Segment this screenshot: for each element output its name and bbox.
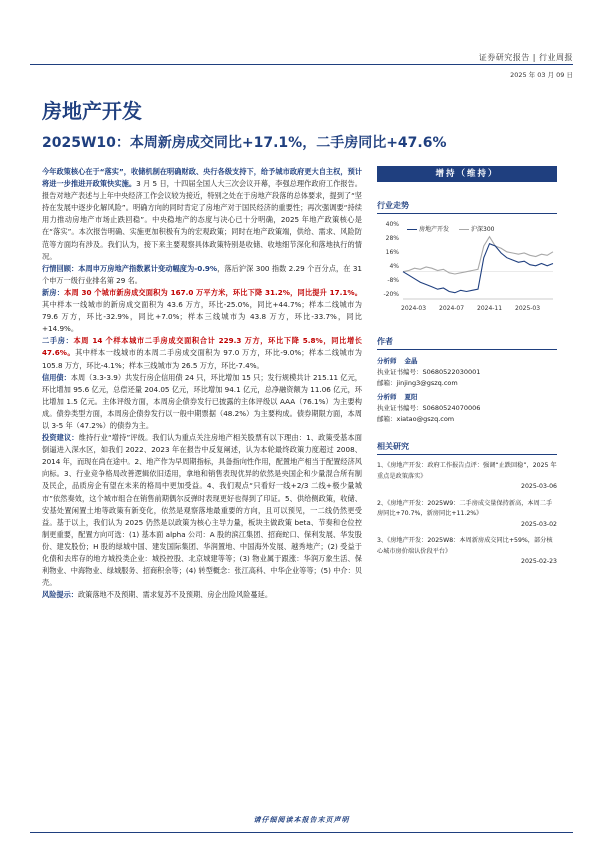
market-review-paragraph bbox=[42, 263, 362, 287]
summary-text: 3 月 5 日，十四届全国人大三次会议开幕，李强总理作政府工作报告。报告对地产表述与上年中央经济工作会议较为接近，特别之处在于房地产段落的总体要求，提到了“坚持在发展中逐步化解风险”。明确方向的同时肯定了房地产对于国民经济的重要性；再次强调要“持续用力推动房地产市场止跌回稳”。中央稳地产的态度与决心已十分明确，2025 年地产政策核心是在“落实”。本次报告明确、实施更加积极有为的宏观政策；同时在地产政策端，供给、需求、风险防范等方面均有涉及。我们认为，接下来主要观察具体政策特别是收储、收地细节深化和落地执行的情况。 bbox=[42, 179, 362, 261]
y-tick-label: 4% bbox=[389, 263, 399, 270]
rating-badge: 增持（维持） bbox=[377, 166, 557, 182]
y-tick-label: -20% bbox=[383, 291, 399, 298]
legend-label-realestate: 房地产开发 bbox=[419, 226, 450, 233]
risk-text: 政策落地不及预期、需求复苏不及预期、房企出险风险蔓延。 bbox=[77, 590, 273, 600]
investment-advice-label: 投资建议： bbox=[42, 433, 79, 443]
credit-bond-paragraph bbox=[42, 372, 362, 432]
related-date: 2025-02-23 bbox=[521, 558, 557, 565]
credit-bond-label: 信用债： bbox=[42, 372, 71, 382]
risk-label: 风险提示： bbox=[42, 590, 78, 600]
legend-label-csi300: 沪深300 bbox=[471, 226, 495, 233]
x-tick-label: 2024-11 bbox=[477, 305, 503, 312]
author-email[interactable]: xiatao@gszq.com bbox=[396, 415, 455, 423]
related-title[interactable]: 2、《房地产开发：2025W9：二手房成交量保持新高，本周二手房同比+70.7%，新房同比+11.2%》 bbox=[377, 499, 553, 517]
new-home-paragraph bbox=[42, 287, 362, 335]
author-email-row bbox=[377, 414, 557, 425]
report-title: 2025W10：本周新房成交同比+17.1%，二手房同比+47.6% bbox=[42, 135, 447, 151]
y-tick-label: 16% bbox=[385, 249, 399, 256]
related-item[interactable] bbox=[377, 536, 557, 568]
cert-number: S0680524070006 bbox=[422, 404, 481, 412]
trend-heading: 行业走势 bbox=[377, 200, 557, 214]
author-name: 金晶 bbox=[404, 357, 418, 365]
x-tick-label: 2025-03 bbox=[515, 305, 541, 312]
cert-label: 执业证书编号： bbox=[377, 404, 423, 412]
author-email[interactable]: jinjing3@gszq.com bbox=[396, 379, 458, 387]
author-role: 分析师 bbox=[377, 357, 397, 365]
second-hand-label: 二手房： bbox=[42, 336, 74, 346]
second-hand-lead: 本周 14 个样本城市二手房成交面积合计 229.3 万方，环比下降 5.8%，同比增长 47.6%。 bbox=[42, 336, 362, 358]
report-type: 证券研究报告 | 行业周报 bbox=[478, 53, 573, 62]
y-tick-label: 40% bbox=[385, 221, 399, 228]
market-review-label: 行情回顾： bbox=[42, 263, 79, 273]
author-name-row bbox=[377, 356, 557, 367]
related-title[interactable]: 1、《房地产开发：政府工作报告点评：强调“止跌回稳”，2025 年重点是政策落实》 bbox=[377, 462, 557, 480]
second-hand-text: 其中样本一线城市的本周二手房成交面积为 97.0 万方，环比-9.0%；样本二线城市为 105.8 万方，环比-4.1%；样本三线城市为 26.5 万方，环比-7.4%。 bbox=[42, 348, 362, 370]
cert-label: 执业证书编号： bbox=[377, 368, 423, 376]
chart-plot-area bbox=[377, 218, 557, 314]
author-email-row bbox=[377, 378, 557, 389]
footer-disclaimer: 请仔细阅读本报告末页声明 bbox=[253, 816, 350, 824]
y-tick-label: -8% bbox=[387, 277, 399, 284]
footer-divider bbox=[30, 832, 573, 833]
author-block bbox=[377, 356, 557, 389]
investment-advice-paragraph bbox=[42, 432, 362, 589]
authors-heading: 作者 bbox=[377, 336, 557, 350]
page-footer bbox=[30, 816, 573, 833]
author-cert-row bbox=[377, 367, 557, 378]
author-name-row bbox=[377, 392, 557, 403]
related-date: 2025-03-02 bbox=[521, 520, 557, 528]
x-tick-label: 2024-03 bbox=[401, 305, 427, 312]
email-label: 邮箱： bbox=[377, 379, 397, 387]
y-tick-label: 28% bbox=[385, 235, 399, 242]
industry-title: 房地产开发 bbox=[42, 99, 142, 123]
header-divider bbox=[30, 64, 573, 65]
cert-number: S0680522030001 bbox=[422, 368, 481, 376]
risk-paragraph bbox=[42, 589, 362, 601]
report-header bbox=[479, 52, 573, 79]
author-cert-row bbox=[377, 403, 557, 414]
second-hand-paragraph bbox=[42, 335, 362, 371]
report-date: 2025 年 03 月 09 日 bbox=[510, 71, 573, 79]
author-role: 分析师 bbox=[377, 393, 397, 401]
author-block bbox=[377, 392, 557, 425]
related-heading: 相关研究 bbox=[377, 441, 557, 455]
summary-paragraph bbox=[42, 166, 362, 263]
author-name: 夏阳 bbox=[404, 393, 418, 401]
x-tick-label: 2024-07 bbox=[439, 305, 465, 312]
market-review-text: ，落后沪深 300 指数 2.29 个百分点，在 31 个申万一级行业排名第 29 名。 bbox=[42, 263, 362, 285]
credit-bond-text: 本周（3.3-3.9）共发行房企信用债 24 只，环比增加 15 只；发行规模共计 215.11 亿元，环比增加 95.6 亿元，总偿还量 204.05 亿元，环比增加 94.1 亿元，总净融资额为 11.06 亿元，环比增加 1.5 亿元。主体评级方面，本周房企债券发行已披露的主体评级以 AAA（76.1%）为主要构成。债券类型方面，本周房企债券发行以一般中期票据（48.2%）为主要构成。债券期限方面，本周以 3-5 年（47.2%）的债券为主。 bbox=[42, 372, 362, 430]
summary-lead: 今年政策核心在于“落实”，收储机制在明确财政、央行各级支持下，给予城市政府更大自主权，预计将进一步推进开政策快实施。 bbox=[42, 167, 362, 189]
related-date: 2025-03-06 bbox=[521, 483, 557, 490]
new-home-label: 新房： bbox=[42, 287, 65, 297]
new-home-text: 其中样本一线城市的新房成交面积为 43.6 万方，环比-25.0%，同比+44.7%；样本二线城市为 79.6 万方，环比-32.9%，同比+7.0%；样本三线城市为 43.8 万方，环比-33.7%，同比+14.9%。 bbox=[42, 300, 362, 334]
market-review-lead: 本周申万房地产指数累计变动幅度为-0.9% bbox=[78, 263, 218, 273]
new-home-lead: 本周 30 个城市新房成交面积为 167.0 万平方米，环比下降 31.2%，同比提升 17.1%。 bbox=[64, 287, 362, 297]
industry-trend-chart bbox=[377, 218, 557, 314]
series-line-1 bbox=[403, 237, 553, 274]
report-body bbox=[42, 166, 362, 601]
related-item[interactable] bbox=[377, 499, 557, 531]
related-item[interactable] bbox=[377, 461, 557, 493]
related-title[interactable]: 3、《房地产开发：2025W8：本周新房成交同比+59%，部分核心城市房价端认价段平台》 bbox=[377, 537, 553, 555]
investment-advice-text: 维持行业“增持”评级。我们认为重点关注房地产相关股票有以下理由：1、政策受基本面倒逼进入深水区，如我们 2022、2023 年在报告中反复阐述，认为本轮最终政策力度超过 2008、2014 年，而现在尚在途中。2、地产作为早周期指标，具备指向性作用，配置地产相当于配置经济风向标。3、行业竞争格局改善逻辑依旧适用，拿地和销售表现优异的依然是央国企和少量混合所有制及民企，品质房企有望在未来的格局中更加受益。4、我们观点“只看好一线+2/3 二线+极少量城市”依然奏效，这个城市组合在销售前期偶尔反弹时表现更好也得到了印证。5、供给侧政策，收储、安基处置闲置土地等政策有新变化，依然是观察落地最重要的方向，且可以预见，一二线仍然更受益。基于以上，我们认为 2025 仍然是以政策为核心主导力量，板块主做政策 beta、节奏和仓位控制更重要，配置方向可选：(1) 基本面 alpha 公司：A 股的滨江集团、招商蛇口、保利发展、华发股份、建发股份；H 股的绿城中国、建发国际集团、华润置地、中国海外发展、越秀地产；(2) 受益于化债和去库存的地方城投类企业：城投控股、北京城建等等；(3) 物业属于跟涨：华润万象生活、保利物业、中海物业、绿城服务、招商积余等；(4) 转型概念：张江高科、中华企业等等；(5) 中介：贝壳。 bbox=[42, 433, 362, 588]
sidebar bbox=[377, 166, 557, 568]
email-label: 邮箱： bbox=[377, 415, 397, 423]
